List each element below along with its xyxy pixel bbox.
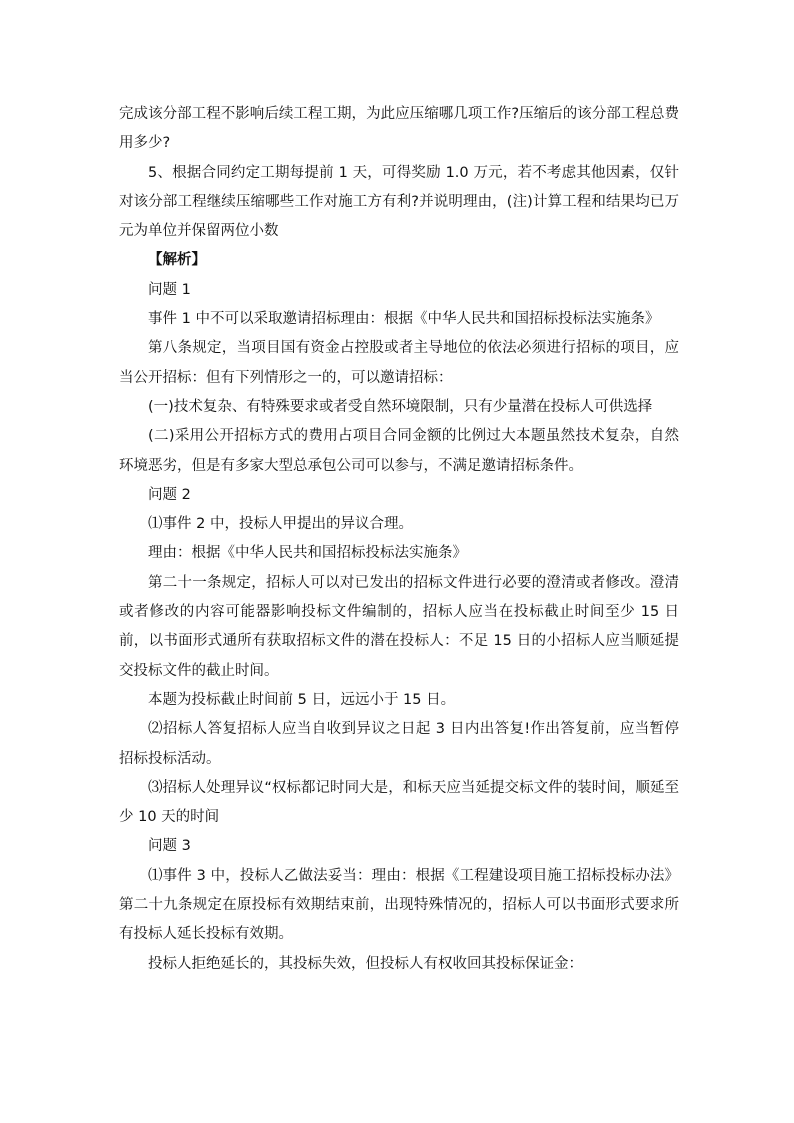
paragraph-objection-handling: ⑶招标人处理异议“权标都记时同大是，和标天应当延提交标文件的装时间，顺延至少 10 天的时间 [119,779,679,826]
paragraph-event-1: 事件 1 中不可以采取邀请招标理由：根据《中华人民共和国招标投标法实施条》 [148,311,660,328]
paragraph-article-21: 第二十一条规定，招标人可以对已发出的招标文件进行必要的澄清或者修改。澄清或者修改的内容可能器影响投标文件编制的，招标人应当在投标截止时间至少 15 日前，以书面形式通所有获取招标文件的潜在投标人：不足 15 日的小招标人应当顺延提交投标文件的截止时间。 [119,574,679,679]
section-heading-question-3: 问题 3 [148,838,191,855]
paragraph-reply: ⑵招标人答复招标人应当自收到异议之日起 3 日内出答复!作出答复前，应当暂停招标投标活动。 [119,721,679,767]
paragraph-five-days: 本题为投标截止时间前 5 日，远远小于 15 日。 [148,691,456,708]
analysis-heading: 【解析】 [148,252,206,269]
paragraph-bid-refusal: 投标人拒绝延长的，其投标失效，但投标人有权收回其投标保证金： [148,955,583,972]
section-heading-question-1: 问题 1 [148,281,191,298]
paragraph-event-2: ⑴事件 2 中，投标人甲提出的异议合理。 [148,516,413,533]
document-page [119,100,679,979]
paragraph-item-2: (二)采用公开招标方式的费用占项目合同金额的比例过大本题虽然技术复杂，自然环境恶劣，但是有多家大型总承包公司可以参与，不满足邀请招标条件。 [119,428,679,474]
paragraph-article-8: 第八条规定，当项目国有资金占控股或者主导地位的依法必须进行招标的项目，应当公开招标：但有下列情形之一的，可以邀请招标： [119,340,679,386]
section-heading-question-2: 问题 2 [148,486,191,503]
paragraph-question-4-continuation: 完成该分部工程不影响后续工程工期，为此应压缩哪几项工作?压缩后的该分部工程总费用多少? [119,106,679,152]
paragraph-reason: 理由：根据《中华人民共和国招标投标法实施条》 [148,545,467,562]
paragraph-question-5: 5、根据合同约定工期每提前 1 天，可得奖励 1.0 万元，若不考虑其他因素，仅针对该分部工程继续压缩哪些工作对施工方有利?并说明理由，(注)计算工程和结果均已万元为单位并保留两位小数 [119,164,679,240]
paragraph-event-3: ⑴事件 3 中，投标人乙做法妥当：理由：根据《工程建设项目施工招标投标办法》第二十九条规定在原投标有效期结束前，出现特殊情况的，招标人可以书面形式要求所有投标人延长投标有效期。 [119,867,679,943]
paragraph-item-1: (一)技术复杂、有特殊要求或者受自然环境限制，只有少量潜在投标人可供选择 [148,398,653,415]
